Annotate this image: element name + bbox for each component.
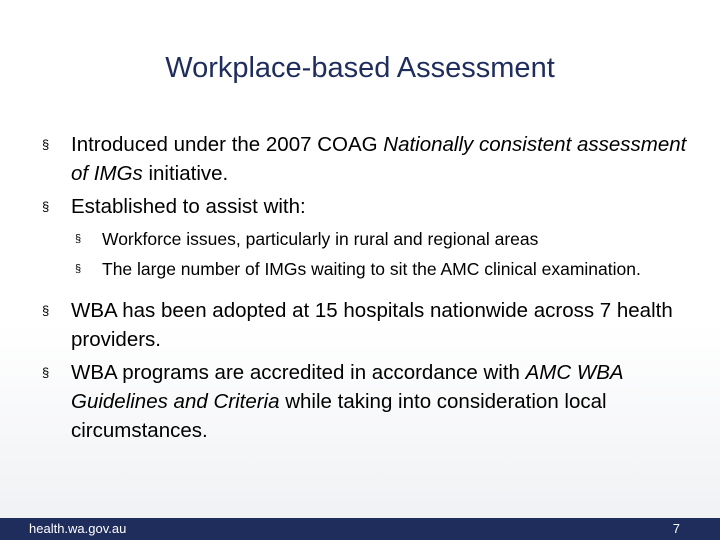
bullet-list <box>40 130 700 449</box>
bullet-text-post: while taking into consideration local circumstances. <box>71 390 607 442</box>
bullet-text-emphasis: Nationally consistent assessment of IMGs <box>71 133 687 185</box>
bullet-item-accreditation <box>40 358 700 445</box>
bullet-icon: § <box>75 233 82 245</box>
bullet-text-post: initiative. <box>142 162 229 185</box>
sub-bullet-list <box>40 225 700 284</box>
footer-bar <box>0 518 720 540</box>
sub-bullet-text: The large number of IMGs waiting to sit the AMC clinical examination. <box>102 259 641 279</box>
footer-url: health.wa.gov.au <box>29 521 127 536</box>
sub-bullet-workforce <box>40 225 700 254</box>
bullet-text: Established to assist with: <box>71 195 306 218</box>
slide-title: Workplace-based Assessment <box>165 52 555 84</box>
bullet-text: WBA has been adopted at 15 hospitals nationwide across 7 health providers. <box>71 299 673 351</box>
bullet-item-coag <box>40 130 700 188</box>
bullet-icon: § <box>42 199 50 214</box>
bullet-text-emphasis: AMC WBA Guidelines and Criteria <box>71 361 623 413</box>
bullet-item-established <box>40 192 700 221</box>
bullet-icon: § <box>75 263 82 275</box>
page-number: 7 <box>672 521 680 536</box>
bullet-text-pre: WBA programs are accredited in accordance with <box>71 361 526 384</box>
sub-bullet-imgs-waiting <box>40 255 700 284</box>
bullet-icon: § <box>42 137 50 152</box>
bullet-item-hospitals <box>40 296 700 354</box>
bullet-icon: § <box>42 365 50 380</box>
sub-bullet-text: Workforce issues, particularly in rural and regional areas <box>102 229 539 249</box>
bullet-text-pre: Introduced under the 2007 COAG <box>71 133 384 156</box>
bullet-icon: § <box>42 303 50 318</box>
